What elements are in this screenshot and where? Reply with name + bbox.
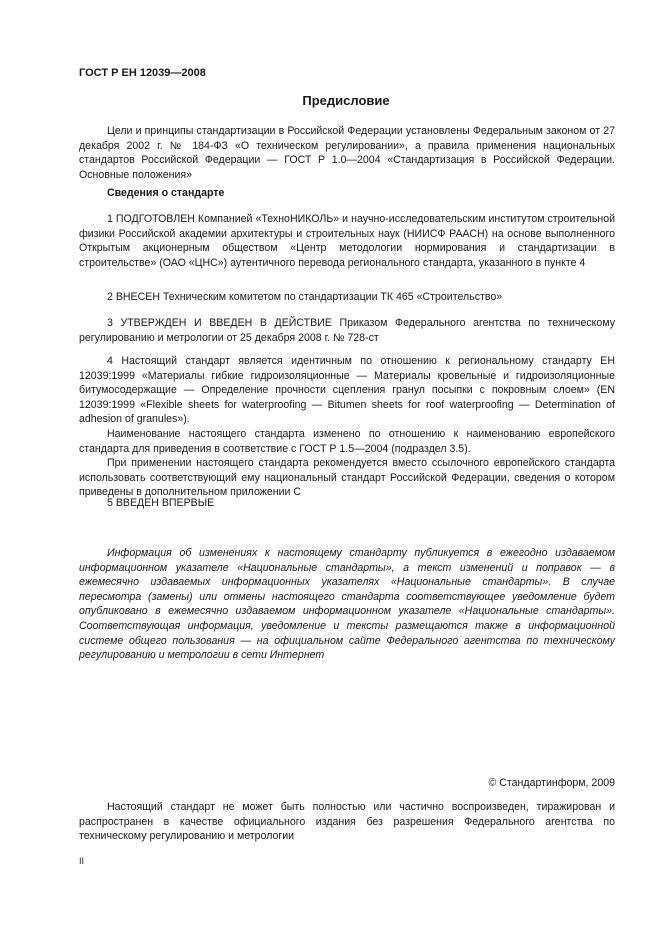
item-1-text: 1 ПОДГОТОВЛЕН Компанией «ТехноНИКОЛЬ» и научно-исследовательским институтом строительной физики Российской академии архитектуры и строительных наук (НИИСФ РААСН) на основе выполненного Открытым акционерным обществом «Центр методологии нормирования и стандартизации в строительстве» (ОАО «ЦНС») аутентичного перевода регионального стандарта, указанного в пункте 4: [79, 213, 615, 269]
item-2: [79, 290, 615, 305]
info-notice-text: Информация об изменениях к настоящему стандарту публикуется в ежегодно издаваемом информационном указателе «Национальные стандарты», а текст изменений и поправок — в ежемесячно издаваемых информационных указателях «Национальные стандарты». В случае пересмотра (замены) или отмены настоящего стандарта соответствующее уведомление будет опубликовано в ежемесячно издаваемом информационном указателе «Национальные стандарты». Соответствующая информация, уведомление и тексты размещаются также в информационной системе общего пользования — на официальном сайте Федерального агентства по техническому регулированию и метрологии в сети Интернет: [79, 547, 615, 662]
page-title: Предисловие: [302, 93, 390, 108]
legal-notice-text: Настоящий стандарт не может быть полностью или частично воспроизведен, тиражирован и распространен в качестве официального издания без разрешения Федерального агентства по техническому регулированию и метрологии: [79, 801, 615, 843]
item-5-text: 5 ВВЕДЕН ВПЕРВЫЕ: [107, 497, 215, 509]
item-4-text-a: 4 Настоящий стандарт является идентичным по отношению к региональному стандарту ЕН 12039:1999 «Материалы гибкие гидроизоляционные — Материалы кровельные и гидроизоляционные битумосодержащие — Определение прочности сцепления гранул посыпки с покровным слоем» (EN 12039:1999 «Flexible sheets for waterproofing — Bitumen sheets for roof waterproofing — Determination of adhesion of granules»).: [79, 355, 615, 426]
item-4: [79, 354, 615, 500]
legal-notice: [79, 800, 615, 844]
item-1: [79, 212, 615, 270]
intro-paragraph: [79, 124, 615, 182]
item-2-text: 2 ВНЕСЕН Техническим комитетом по стандартизации ТК 465 «Строительство»: [107, 291, 503, 303]
item-3: [79, 316, 615, 345]
item-3-text: 3 УТВЕРЖДЕН И ВВЕДЕН В ДЕЙСТВИЕ Приказом Федерального агентства по техническому регулированию и метрологии от 25 декабря 2008 г. № 728-ст: [79, 317, 615, 344]
page-number: II: [79, 856, 85, 866]
item-5: [79, 496, 615, 511]
standard-id-header: ГОСТ Р ЕН 12039—2008: [79, 67, 206, 79]
info-notice: [79, 546, 615, 663]
subheading: Сведения о стандарте: [107, 187, 225, 199]
item-4-text-c: При применении настоящего стандарта рекомендуется вместо ссылочного европейского стандарта использовать соответствующий ему национальный стандарт Российской Федерации, сведения о котором приведены в дополнительном приложении С: [79, 457, 615, 499]
copyright: © Стандартинформ, 2009: [488, 777, 615, 789]
item-4-text-b: Наименование настоящего стандарта изменено по отношению к наименованию европейского стандарта для приведения в соответствие с ГОСТ Р 1.5—2004 (подраздел 3.5).: [79, 427, 615, 455]
intro-text: Цели и принципы стандартизации в Российской Федерации установлены Федеральным законом от 27 декабря 2002 г. № 184-ФЗ «О техническом регулировании», а правила применения национальных стандартов Российской Федерации — ГОСТ Р 1.0—2004 «Стандартизация в Российской Федерации. Основные положения»: [79, 125, 615, 181]
